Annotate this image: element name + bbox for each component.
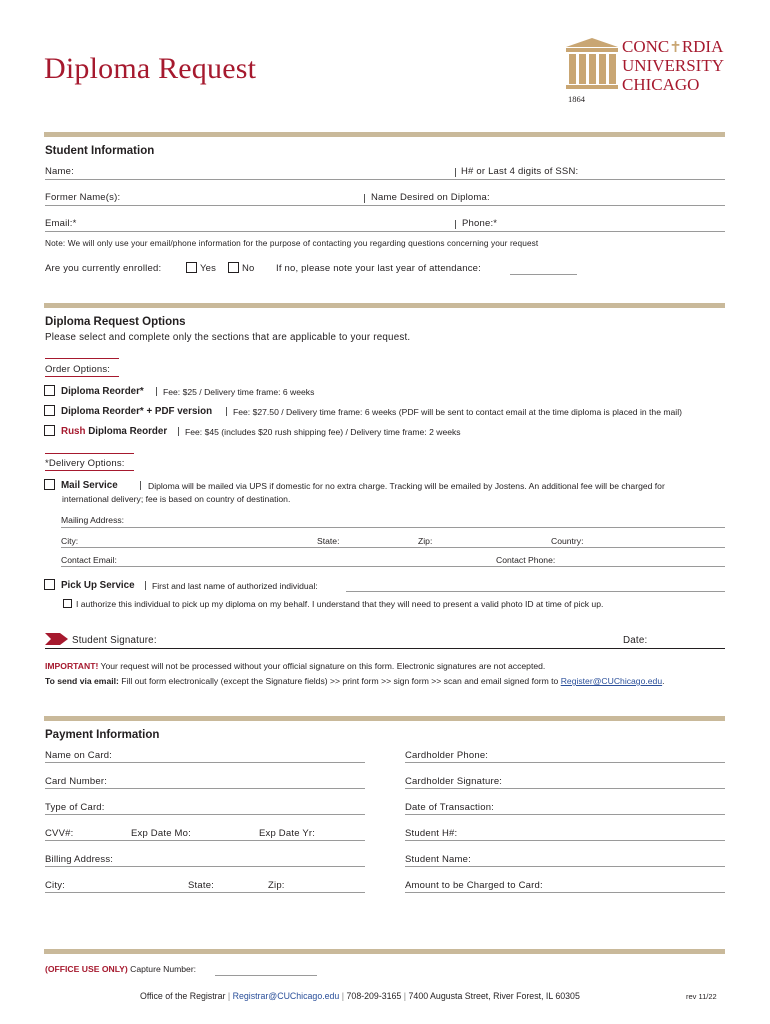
- zip-label: Zip:: [418, 536, 433, 546]
- page-title: Diploma Request: [44, 52, 257, 85]
- amount-field[interactable]: [405, 892, 725, 893]
- amount-label: Amount to be Charged to Card:: [405, 880, 543, 891]
- transaction-date-label: Date of Transaction:: [405, 802, 495, 813]
- register-email-link[interactable]: Register@CUChicago.edu: [560, 676, 663, 686]
- former-name-label: Former Name(s):: [45, 192, 121, 203]
- billing-city-label: City:: [45, 880, 65, 891]
- signature-label: Student Signature:: [72, 635, 157, 646]
- card-type-field[interactable]: [45, 814, 365, 815]
- divider: [44, 132, 725, 137]
- student-name-label: Student Name:: [405, 854, 471, 865]
- date-label: Date:: [623, 635, 648, 646]
- arrow-icon: [45, 633, 68, 645]
- options-subtitle: Please select and complete only the sections that are applicable to your request.: [45, 332, 411, 343]
- columns-icon: [566, 38, 618, 93]
- mailing-address-field[interactable]: [61, 527, 725, 528]
- field-separator: [156, 387, 157, 396]
- privacy-note: Note: We will only use your email/phone information for the purpose of contacting you regarding questions concerning your request: [45, 238, 539, 248]
- student-h-label: Student H#:: [405, 828, 458, 839]
- cardholder-signature-label: Cardholder Signature:: [405, 776, 503, 787]
- enrolled-no-checkbox[interactable]: [228, 262, 239, 273]
- billing-zip-label: Zip:: [268, 880, 285, 891]
- enrolled-question: Are you currently enrolled:: [45, 263, 162, 274]
- capture-number-field[interactable]: [215, 975, 317, 976]
- cardholder-signature-field[interactable]: [405, 788, 725, 789]
- field-separator: [364, 194, 365, 203]
- rush-reorder-label: Rush Diploma Reorder: [61, 426, 168, 437]
- field-separator: [145, 581, 146, 590]
- last-year-field[interactable]: [510, 274, 577, 275]
- phone-label: Phone:*: [462, 218, 498, 229]
- mail-service-desc-2: international delivery; fee is based on country of destination.: [62, 494, 291, 504]
- cardholder-phone-field[interactable]: [405, 762, 725, 763]
- order-options-rule: [45, 358, 119, 359]
- revision-label: rev 11/22: [686, 992, 717, 1001]
- field-separator: [178, 427, 179, 436]
- delivery-options-heading: *Delivery Options:: [45, 458, 125, 469]
- enrolled-yes-checkbox[interactable]: [186, 262, 197, 273]
- signature-line[interactable]: [45, 648, 725, 649]
- name-on-card-field[interactable]: [45, 762, 365, 763]
- mailing-address-label: Mailing Address:: [61, 515, 125, 525]
- last-year-label: If no, please note your last year of attendance:: [276, 263, 482, 274]
- registrar-email-link[interactable]: Registrar@CUChicago.edu: [232, 991, 340, 1001]
- authorize-checkbox[interactable]: [63, 599, 72, 608]
- billing-state-label: State:: [188, 880, 215, 891]
- mail-service-desc: Diploma will be mailed via UPS if domestic for no extra charge. Tracking will be emailed by Jostens. An additional fee will be charged for: [148, 481, 665, 491]
- card-number-field[interactable]: [45, 788, 365, 789]
- logo-chicago: CHICAGO: [622, 75, 700, 94]
- order-options-underline: [45, 376, 119, 377]
- cvv-label: CVV#:: [45, 828, 74, 839]
- divider: [44, 949, 725, 954]
- no-label: No: [242, 263, 255, 274]
- office-use-label: (OFFICE USE ONLY) Capture Number:: [45, 964, 197, 974]
- billing-city-field[interactable]: [45, 892, 365, 893]
- email-field[interactable]: [45, 231, 725, 232]
- student-h-field[interactable]: [405, 840, 725, 841]
- pdf-reorder-checkbox[interactable]: [44, 405, 55, 416]
- email-label: Email:*: [45, 218, 77, 229]
- university-logo: CONC✝RDIA UNIVERSITY CHICAGO 1864: [568, 37, 724, 104]
- former-name-field[interactable]: [45, 205, 725, 206]
- diploma-reorder-label: Diploma Reorder*: [61, 386, 144, 397]
- yes-label: Yes: [200, 263, 217, 274]
- state-label: State:: [317, 536, 340, 546]
- exp-year-label: Exp Date Yr:: [259, 828, 316, 839]
- country-label: Country:: [551, 536, 584, 546]
- delivery-options-underline: [45, 470, 134, 471]
- name-on-card-label: Name on Card:: [45, 750, 113, 761]
- authorized-name-field[interactable]: [346, 591, 725, 592]
- pdf-reorder-label: Diploma Reorder* + PDF version: [61, 406, 213, 417]
- pickup-service-checkbox[interactable]: [44, 579, 55, 590]
- name-field[interactable]: [45, 179, 725, 180]
- send-email-note: To send via email: Fill out form electronically (except the Signature fields) >> print form >> sign form >> scan and email signed form to Register@CUChicago.edu.: [45, 676, 665, 686]
- rush-reorder-desc: Fee: $45 (includes $20 rush shipping fee) / Delivery time frame: 2 weeks: [185, 427, 461, 437]
- cvv-field[interactable]: [45, 840, 365, 841]
- divider: [44, 716, 725, 721]
- cardholder-phone-label: Cardholder Phone:: [405, 750, 489, 761]
- billing-address-field[interactable]: [45, 866, 365, 867]
- transaction-date-field[interactable]: [405, 814, 725, 815]
- contact-phone-label: Contact Phone:: [496, 555, 556, 565]
- name-label: Name:: [45, 166, 74, 177]
- billing-address-label: Billing Address:: [45, 854, 114, 865]
- pdf-reorder-desc: Fee: $27.50 / Delivery time frame: 6 weeks (PDF will be sent to contact email at the time diploma is placed in the mail): [233, 407, 682, 417]
- pickup-service-desc: First and last name of authorized individual:: [152, 581, 318, 591]
- logo-university: UNIVERSITY: [622, 56, 724, 75]
- cross-icon: ✝: [669, 40, 682, 56]
- desired-name-label: Name Desired on Diploma:: [371, 192, 490, 203]
- student-info-heading: Student Information: [45, 145, 155, 157]
- field-separator: [226, 407, 227, 416]
- student-name-field[interactable]: [405, 866, 725, 867]
- footer-contact: Office of the Registrar | Registrar@CUChicago.edu | 708-209-3165 | 7400 Augusta Street, River Forest, IL 60305: [140, 991, 580, 1001]
- exp-month-label: Exp Date Mo:: [131, 828, 191, 839]
- field-separator: [140, 481, 141, 490]
- field-separator: [455, 220, 456, 229]
- logo-year: 1864: [568, 94, 585, 104]
- card-type-label: Type of Card:: [45, 802, 105, 813]
- city-label: City:: [61, 536, 79, 546]
- field-separator: [455, 168, 456, 177]
- options-heading: Diploma Request Options: [45, 316, 186, 328]
- diploma-reorder-checkbox[interactable]: [44, 385, 55, 396]
- mail-service-label: Mail Service: [61, 480, 118, 491]
- card-number-label: Card Number:: [45, 776, 108, 787]
- contact-email-field[interactable]: [61, 566, 725, 567]
- payment-heading: Payment Information: [45, 729, 160, 741]
- divider: [44, 303, 725, 308]
- diploma-reorder-desc: Fee: $25 / Delivery time frame: 6 weeks: [163, 387, 315, 397]
- rush-reorder-checkbox[interactable]: [44, 425, 55, 436]
- contact-email-label: Contact Email:: [61, 555, 117, 565]
- city-field[interactable]: [61, 547, 725, 548]
- pickup-service-label: Pick Up Service: [61, 580, 135, 591]
- important-note: IMPORTANT! Your request will not be processed without your official signature on this form. Electronic signatures are not accepted.: [45, 661, 546, 671]
- order-options-heading: Order Options:: [45, 364, 111, 375]
- delivery-options-rule: [45, 453, 134, 454]
- authorize-text: I authorize this individual to pick up my diploma on my behalf. I understand that they will need to present a valid photo ID at time of pick up.: [76, 599, 604, 609]
- hid-label: H# or Last 4 digits of SSN:: [461, 166, 579, 177]
- mail-service-checkbox[interactable]: [44, 479, 55, 490]
